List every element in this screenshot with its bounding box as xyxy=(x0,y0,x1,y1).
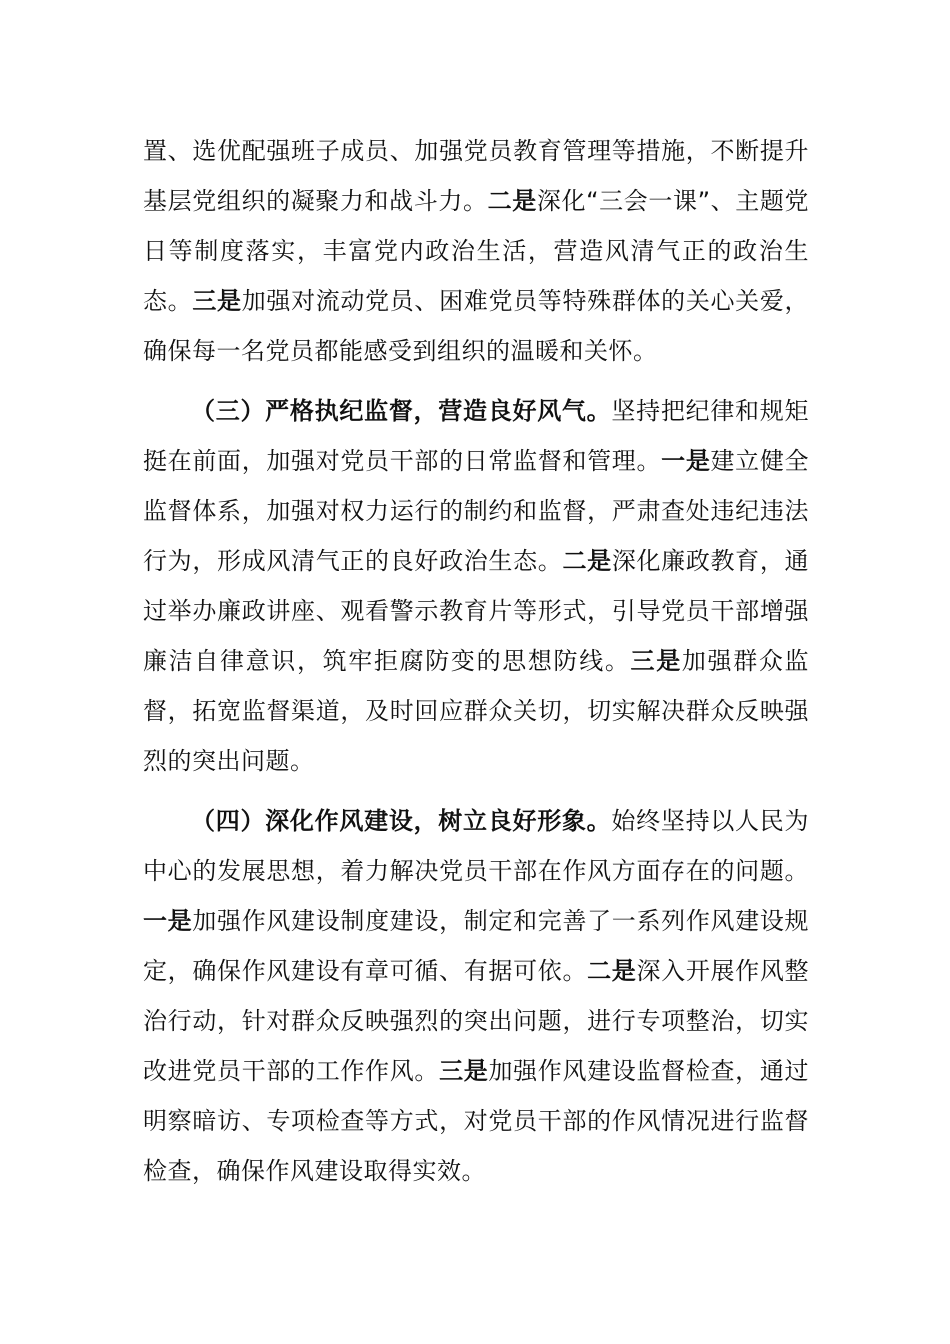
text-segment-bold: 二是 xyxy=(587,957,637,985)
text-segment-bold: 三是 xyxy=(439,1057,489,1085)
text-segment: 深化廉政教育，通过举办廉政讲座、观看警示教育片等形式，引导党员干部增强廉洁自律意识，筑牢拒腐防变的思想防线。 xyxy=(143,547,810,675)
text-segment: 深入开展作风整治行动，针对群众反映强烈的突出问题，进行专项整治，切实改进党员干部的工作作风。 xyxy=(143,957,810,1085)
text-segment: 深化“三会一课”、主题党日等制度落实，丰富党内政治生活，营造风清气正的政治生态。 xyxy=(143,187,809,315)
text-segment: 加强对流动党员、困难党员等特殊群体的关心关爱，确保每一名党员都能感受到组织的温暖和关怀。 xyxy=(143,287,810,365)
text-segment-bold: 三是 xyxy=(630,647,682,675)
text-segment: 加强作风建设制度建设，制定和完善了一系列作风建设规定，确保作风建设有章可循、有据可依。 xyxy=(143,907,810,985)
paragraph-discipline-supervision xyxy=(143,386,809,786)
document-body xyxy=(143,126,809,1196)
text-segment: 加强群众监督，拓宽监督渠道，及时回应群众关切，切实解决群众反映强烈的突出问题。 xyxy=(143,647,810,775)
section-heading: （三）严格执纪监督，营造良好风气。 xyxy=(191,397,612,425)
text-segment-bold: 三是 xyxy=(192,287,242,315)
text-segment: 始终坚持以人民为中心的发展思想，着力解决党员干部在作风方面存在的问题。 xyxy=(143,807,810,885)
text-segment: 坚持把纪律和规矩挺在前面，加强对党员干部的日常监督和管理。 xyxy=(143,397,810,475)
text-segment-bold: 二是 xyxy=(562,547,612,575)
text-segment-bold: 一是 xyxy=(143,907,193,935)
text-segment: 建立健全监督体系，加强对权力运行的制约和监督，严肃查处违纪违法行为，形成风清气正的良好政治生态。 xyxy=(143,447,810,575)
paragraph-work-style xyxy=(143,796,809,1196)
section-heading: （四）深化作风建设，树立良好形象。 xyxy=(191,807,612,835)
paragraph-party-building-continued xyxy=(143,126,809,376)
text-segment-bold: 一是 xyxy=(661,447,711,475)
text-segment: 加强作风建设监督检查，通过明察暗访、专项检查等方式，对党员干部的作风情况进行监督检查，确保作风建设取得实效。 xyxy=(143,1057,810,1185)
text-segment: 置、选优配强班子成员、加强党员教育管理等措施，不断提升基层党组织的凝聚力和战斗力。 xyxy=(143,137,809,215)
text-segment-bold: 二是 xyxy=(487,187,537,215)
